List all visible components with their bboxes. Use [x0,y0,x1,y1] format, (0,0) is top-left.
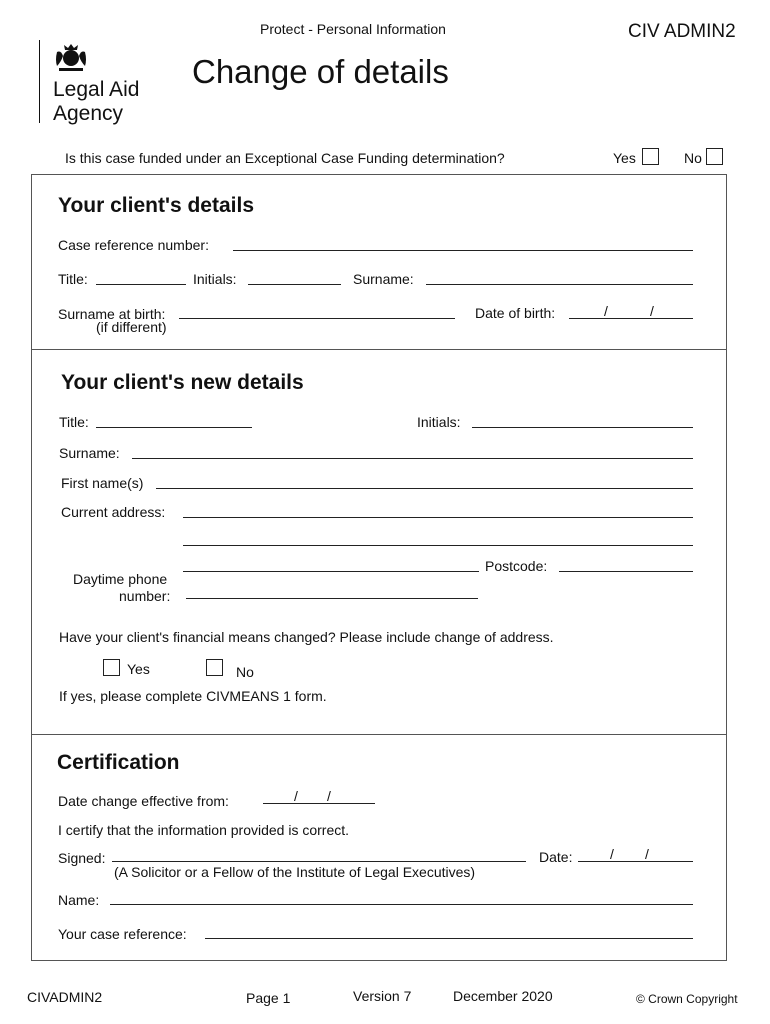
new-initials-field[interactable] [472,427,693,428]
phone-label-line1: Daytime phone [73,571,168,587]
dob-label: Date of birth: [475,305,556,321]
section-divider [31,349,727,350]
effective-date-field[interactable] [263,803,375,804]
means-no-checkbox[interactable] [206,659,223,676]
effective-date-separator: / [294,788,298,804]
dob-field[interactable] [569,318,693,319]
new-initials-label: Initials: [417,414,461,430]
surname-label: Surname: [353,271,414,287]
footer-version: Version 7 [353,988,412,1004]
sign-date-separator: / [645,846,649,862]
means-yes-label: Yes [127,661,150,677]
title-field[interactable] [96,284,186,285]
certify-statement: I certify that the information provided is correct. [58,822,350,838]
footer-copyright: © Crown Copyright [636,992,738,1006]
first-names-field[interactable] [156,488,693,489]
form-code: CIV ADMIN2 [628,21,736,42]
new-surname-field[interactable] [132,458,693,459]
address-field-line2[interactable] [183,545,693,546]
surname-birth-field[interactable] [179,318,455,319]
your-case-ref-field[interactable] [205,938,693,939]
section-divider [31,734,727,735]
logo-text-line1: Legal Aid [53,78,140,101]
your-case-ref-label: Your case reference: [58,926,187,942]
sign-date-label: Date: [539,849,573,865]
certification-heading: Certification [57,751,180,774]
case-ref-field[interactable] [233,250,693,251]
surname-birth-label: Surname at birth: [58,306,166,322]
means-question: Have your client's financial means changed? Please include change of address. [59,629,554,645]
sign-date-field[interactable] [578,861,693,862]
dob-separator: / [650,303,654,319]
means-note: If yes, please complete CIVMEANS 1 form. [59,688,327,704]
footer-form-code: CIVADMIN2 [27,989,103,1005]
page-title: Change of details [192,53,449,90]
ecf-question: Is this case funded under an Exceptional Case Funding determination? [65,150,505,166]
means-no-label: No [236,664,254,680]
postcode-field[interactable] [559,571,693,572]
surname-field[interactable] [426,284,693,285]
logo-text-line2: Agency [53,102,124,125]
signed-note: (A Solicitor or a Fellow of the Institute of Legal Executives) [114,864,476,880]
effective-date-label: Date change effective from: [58,793,229,809]
name-field[interactable] [110,904,693,905]
effective-date-separator: / [327,788,331,804]
ecf-yes-label: Yes [613,150,636,166]
initials-field[interactable] [248,284,341,285]
footer-date: December 2020 [453,988,553,1004]
sign-date-separator: / [610,846,614,862]
new-title-field[interactable] [96,427,252,428]
classification-label: Protect - Personal Information [260,21,446,37]
ecf-no-label: No [684,150,702,166]
new-title-label: Title: [59,414,89,430]
surname-birth-note: (if different) [96,319,167,335]
postcode-label: Postcode: [485,558,548,574]
initials-label: Initials: [193,271,237,287]
new-surname-label: Surname: [59,445,120,461]
first-names-label: First name(s) [61,475,144,491]
logo-rule [39,40,40,123]
address-field-line3[interactable] [183,571,479,572]
address-field-line1[interactable] [183,517,693,518]
footer-page-number: Page 1 [246,990,291,1006]
means-yes-checkbox[interactable] [103,659,120,676]
phone-label-line2: number: [119,588,171,604]
client-details-heading: Your client's details [58,194,254,217]
name-label: Name: [58,892,100,908]
dob-separator: / [604,303,608,319]
title-label: Title: [58,271,88,287]
phone-field[interactable] [186,598,478,599]
address-label: Current address: [61,504,166,520]
legal-aid-agency-logo [39,40,164,125]
royal-crest-icon [53,42,89,74]
form-box [31,174,727,961]
ecf-no-checkbox[interactable] [706,148,723,165]
case-ref-label: Case reference number: [58,237,209,253]
signature-field[interactable] [112,861,526,862]
new-details-heading: Your client's new details [61,371,304,394]
ecf-yes-checkbox[interactable] [642,148,659,165]
signed-label: Signed: [58,850,106,866]
